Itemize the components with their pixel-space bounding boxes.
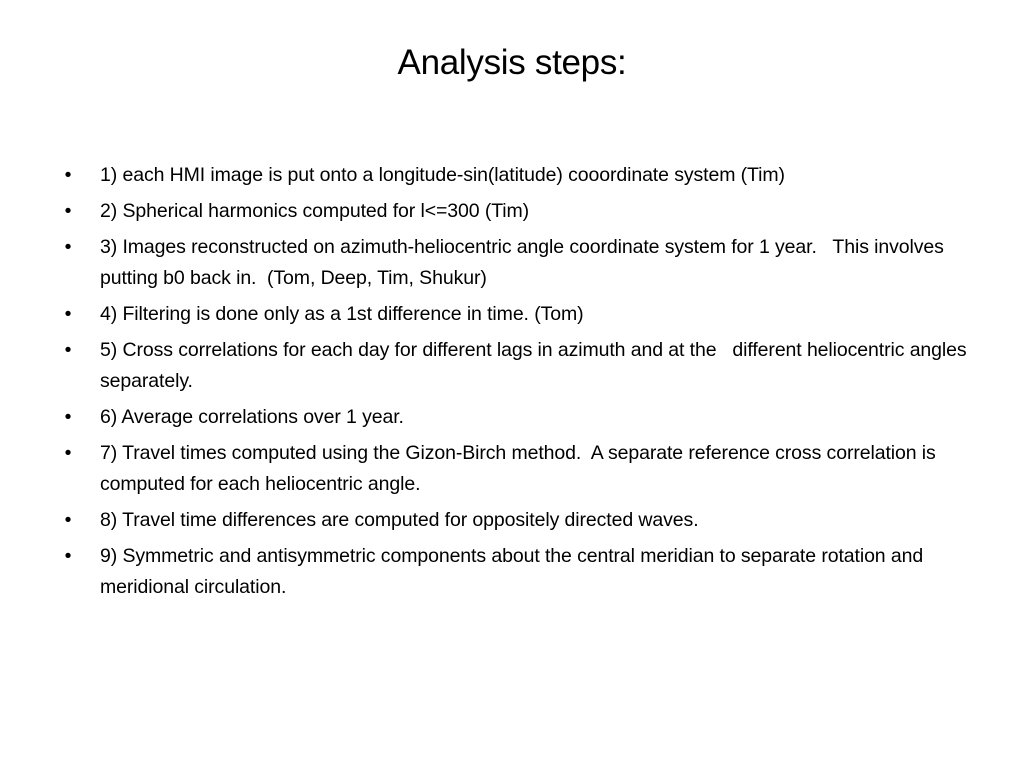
bullet-icon: • [64, 545, 72, 567]
bullet-icon: • [64, 200, 72, 222]
bullet-item [58, 299, 978, 330]
bullet-icon: • [64, 406, 72, 428]
bullet-item [58, 402, 978, 433]
bullet-item [58, 196, 978, 227]
bullet-item [58, 438, 978, 500]
bullet-icon: • [64, 236, 72, 258]
bullet-item [58, 232, 978, 294]
bullet-text: 9) Symmetric and antisymmetric components about the central meridian to separate rotation and meridional circulation. [100, 545, 929, 598]
bullet-item [58, 505, 978, 536]
bullet-icon: • [64, 442, 72, 464]
bullet-icon: • [64, 164, 72, 186]
bullet-text: 1) each HMI image is put onto a longitude-sin(latitude) cooordinate system (Tim) [100, 164, 785, 186]
bullet-text: 5) Cross correlations for each day for different lags in azimuth and at the different heliocentric angles separately. [100, 339, 972, 392]
bullet-item [58, 541, 978, 603]
bullet-text: 4) Filtering is done only as a 1st difference in time. (Tom) [100, 303, 584, 325]
bullet-text: 6) Average correlations over 1 year. [100, 406, 404, 428]
bullet-item [58, 335, 978, 397]
bullet-item [58, 160, 978, 191]
bullet-text: 3) Images reconstructed on azimuth-heliocentric angle coordinate system for 1 year. This involves putting b0 back in. (Tom, Deep, Tim, Shukur) [100, 236, 950, 289]
slide-title: Analysis steps: [397, 43, 627, 82]
bullet-icon: • [64, 339, 72, 361]
bullet-text: 8) Travel time differences are computed for oppositely directed waves. [100, 509, 699, 531]
bullet-icon: • [64, 303, 72, 325]
bullet-icon: • [64, 509, 72, 531]
bullet-list [58, 160, 978, 608]
bullet-text: 7) Travel times computed using the Gizon-Birch method. A separate reference cross correlation is computed for each heliocentric angle. [100, 442, 942, 495]
bullet-text: 2) Spherical harmonics computed for l<=300 (Tim) [100, 200, 530, 222]
